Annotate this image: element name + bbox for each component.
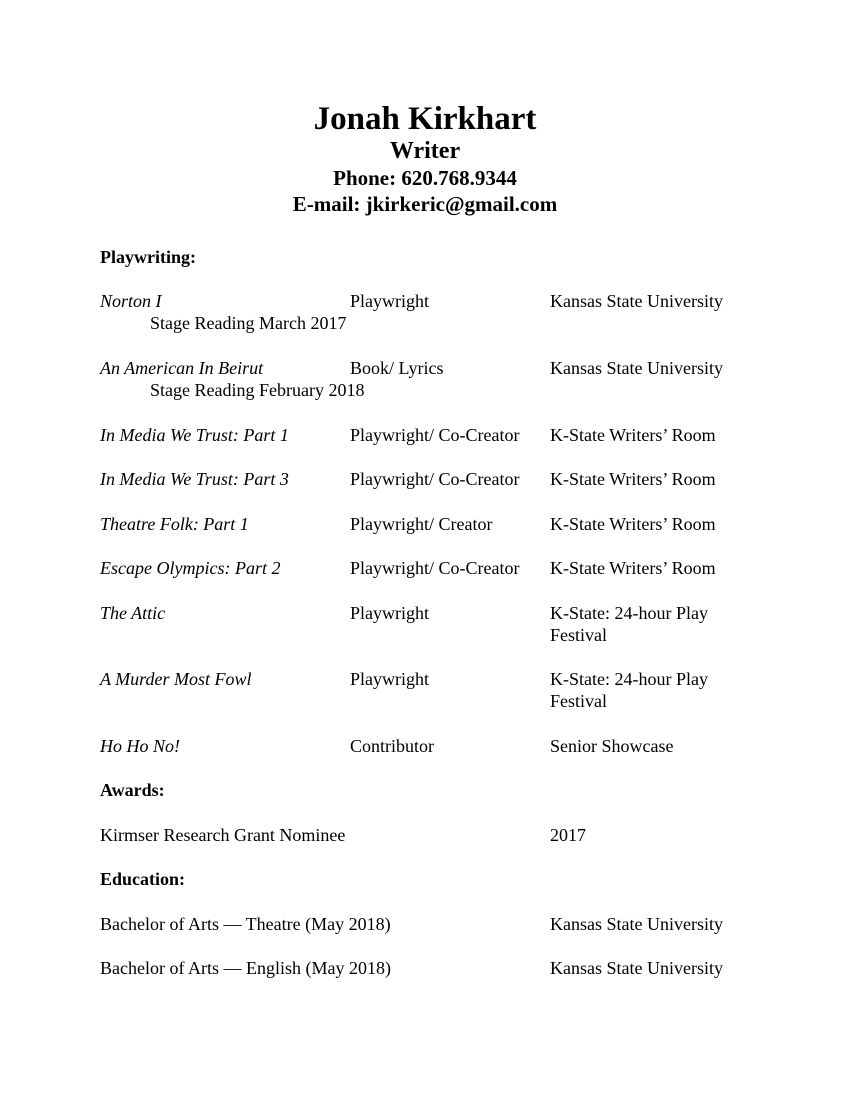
work-note: Stage Reading February 2018 xyxy=(150,380,365,400)
work-venue: K-State Writers’ Room xyxy=(550,558,716,578)
work-title: The Attic xyxy=(100,603,166,623)
playwriting-heading: Playwriting: xyxy=(100,247,196,267)
work-role: Playwright xyxy=(350,669,429,689)
work-role: Playwright/ Co-Creator xyxy=(350,558,520,578)
work-venue: K-State Writers’ Room xyxy=(550,425,716,445)
work-venue: Kansas State University xyxy=(550,358,723,378)
applicant-name: Jonah Kirkhart xyxy=(313,101,537,137)
work-venue: K-State Writers’ Room xyxy=(550,469,716,489)
work-title: A Murder Most Fowl xyxy=(100,669,252,689)
work-role: Contributor xyxy=(350,736,434,756)
work-venue: Senior Showcase xyxy=(550,736,674,756)
work-note: Stage Reading March 2017 xyxy=(150,313,347,333)
work-venue: K-State: 24-hour Play Festival xyxy=(550,603,708,645)
degree: Bachelor of Arts — English (May 2018) xyxy=(100,958,391,978)
work-role: Playwright xyxy=(350,291,429,311)
school: Kansas State University xyxy=(550,914,723,934)
work-role: Playwright xyxy=(350,603,429,623)
applicant-role: Writer xyxy=(389,138,461,164)
work-venue: K-State: 24-hour Play Festival xyxy=(550,669,708,711)
work-role: Playwright/ Co-Creator xyxy=(350,425,520,445)
work-role: Book/ Lyrics xyxy=(350,358,444,378)
work-title: Ho Ho No! xyxy=(100,736,180,756)
work-title: An American In Beirut xyxy=(100,358,264,378)
work-title: In Media We Trust: Part 1 xyxy=(100,425,289,445)
degree: Bachelor of Arts — Theatre (May 2018) xyxy=(100,914,391,934)
work-title: Escape Olympics: Part 2 xyxy=(100,558,281,578)
award-year: 2017 xyxy=(550,825,586,845)
work-role: Playwright/ Co-Creator xyxy=(350,469,520,489)
work-venue: K-State Writers’ Room xyxy=(550,514,716,534)
awards-heading: Awards: xyxy=(100,780,165,800)
work-role: Playwright/ Creator xyxy=(350,514,493,534)
award-name: Kirmser Research Grant Nominee xyxy=(100,825,346,845)
work-title: Norton I xyxy=(100,291,162,311)
resume-header xyxy=(0,100,850,217)
work-venue: Kansas State University xyxy=(550,291,723,311)
school: Kansas State University xyxy=(550,958,723,978)
work-title: Theatre Folk: Part 1 xyxy=(100,514,249,534)
education-heading: Education: xyxy=(100,869,186,889)
work-title: In Media We Trust: Part 3 xyxy=(100,469,289,489)
phone-line: Phone: 620.768.9344 xyxy=(333,166,517,190)
email-line: E-mail: jkirkeric@gmail.com xyxy=(292,192,558,216)
